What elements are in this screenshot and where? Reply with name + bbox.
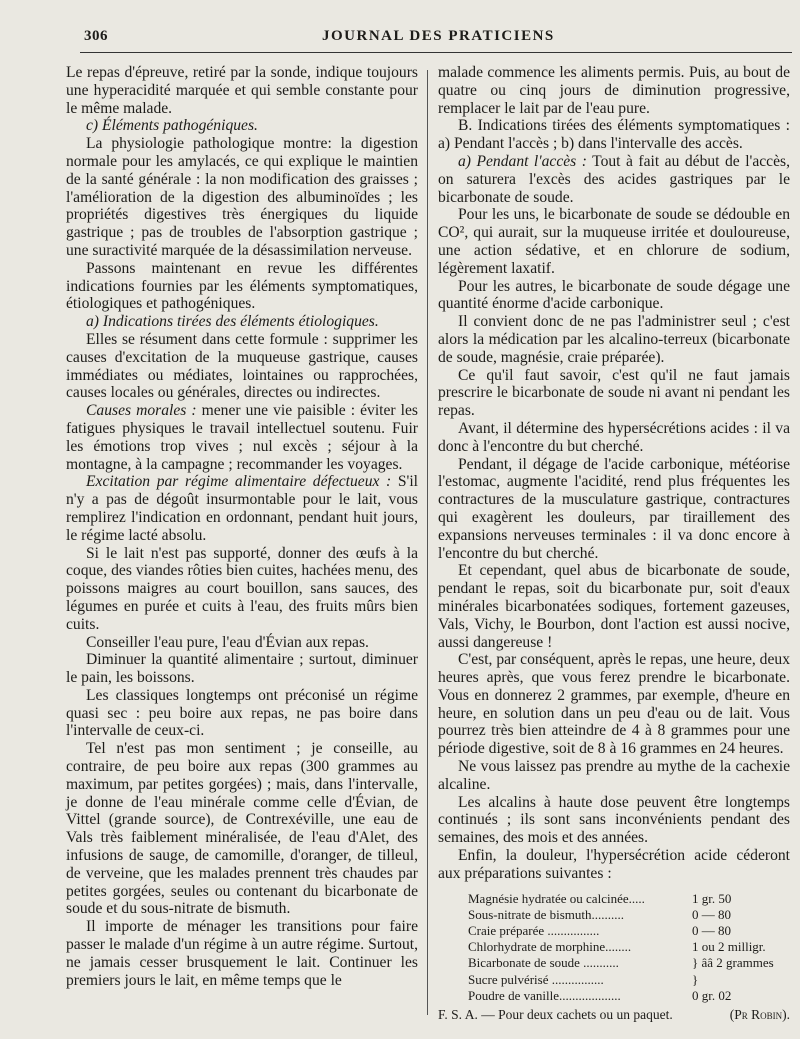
paragraph: Causes morales : mener une vie paisible : éviter les fatigues physiques le travail intellectuel soutenu. Fuir les émotions trop vives ; nul excès ; séjour à la montagne, à la campagne ; recommander les voyages. [66, 402, 418, 473]
formula-row [438, 891, 790, 907]
journal-title: JOURNAL DES PRATICIENS [322, 28, 555, 44]
ingredient-name: Magnésie hydratée ou calcinée..... [468, 890, 645, 906]
formula-row [438, 923, 790, 939]
formula-instructions: F. S. A. — Pour deux cachets ou un paquet. [438, 1007, 673, 1023]
paragraph: Pour les autres, le bicarbonate de soude dégage une quantité énorme d'acide carbonique. [438, 277, 790, 313]
paragraph: C'est, par conséquent, après le repas, une heure, deux heures après, que vous ferez prendre le bicarbonate. Vous en donnerez 2 grammes, par exemple, d'heure en heure, en solution dans un peu d'eau ou de lait. Vous pourrez très bien atteindre de 4 à 8 grammes pour une période digestive, soit de 8 à 16 grammes en 24 heures. [438, 651, 790, 758]
paragraph: Pendant, il dégage de l'acide carbonique, météorise l'estomac, augmente l'acidité, rend plus fréquentes les contractures de la musculature gastrique, contractures qui exagèrent les douleurs, par tiraillement des expansions nerveuses terminales : il va donc encore à l'encontre du but cherché. [438, 455, 790, 562]
paragraph: Il importe de ménager les transitions pour faire passer le malade d'un régime à un autre régime. Surtout, ne jamais cesser brusquement le lait. Continuer les premiers jours le lait, en même temps que le [66, 918, 418, 989]
paragraph: Passons maintenant en revue les différentes indications fournies par les éléments symptomatiques, étiologiques et pathogéniques. [66, 259, 418, 313]
ingredient-name: Poudre de vanille................... [468, 987, 621, 1003]
ingredient-name: Bicarbonate de soude ........... [468, 955, 619, 971]
prescription-formula [438, 891, 790, 1024]
paragraph: Conseiller l'eau pure, l'eau d'Évian aux repas. [86, 633, 369, 651]
ingredient-name: Sucre pulvérisé ................ [468, 971, 604, 987]
paragraph: a) Pendant l'accès : Tout à fait au début de l'accès, on saturera l'excès des acides gastriques par le bicarbonate de soude. [438, 152, 790, 206]
formula-author: (Pr Robin). [729, 1007, 790, 1023]
paragraph: Tel n'est pas mon sentiment ; je conseille, au contraire, de peu boire aux repas (300 grammes au maximum, par petites gorgées) ; mais, dans l'intervalle, je donne de l'eau minérale comme celle d'Évian, de Vittel (grande source), de Contrexéville, une eau de Vals très faiblement minéralisée, de l'eau d'Alet, des infusions de sauge, de camomille, d'oranger, de tilleul, de verveine, que les malades prennent très chaudes par petites gorgées, seules ou contenant du bicarbonate de soude et du sous-nitrate de bismuth. [66, 740, 418, 918]
paragraph: Elles se résument dans cette formule : supprimer les causes d'excitation de la muqueuse gastrique, causes immédiates ou médiates, lointaines ou rapprochées, causes locales ou générales, directes ou indirectes. [66, 330, 418, 402]
ingredient-quantity: 0 gr. 02 [692, 987, 732, 1003]
paragraph: Et cependant, quel abus de bicarbonate de soude, pendant le repas, soit du bicarbonate pur, soit d'eaux minérales bicarbonatées sodiques, fortement gazeuses, Vals, Vichy, le Bourbon, dont l'action est aussi nocive, aussi dangereuse ! [438, 562, 790, 651]
page-header [84, 28, 786, 52]
paragraph: Ne vous laissez pas prendre au mythe de la cachexie alcaline. [438, 758, 790, 793]
formula-signature [438, 1007, 790, 1023]
paragraph: Pour les uns, le bicarbonate de soude se dédouble en CO², qui aurait, sur la muqueuse irritée et douloureuse, une action sédative, et en chlorure de sodium, légèrement laxatif. [438, 206, 790, 277]
paragraph: La physiologie pathologique montre: la digestion normale pour les amylacés, ce qui explique le maintien de la santé générale : la non modification des graisses ; l'amélioration de la digestion des albuminoïdes ; les propriétés digestives très énergiques du liquide gastrique ; pas de troubles de l'absorption gastrique ; une suractivité marquée de la désassimilation nerveuse. [66, 135, 418, 259]
ingredient-name: Sous-nitrate de bismuth.......... [468, 906, 624, 922]
section-heading: c) Éléments pathogéniques. [86, 117, 258, 135]
ingredient-quantity: } [692, 971, 699, 987]
page-number: 306 [84, 28, 108, 44]
header-rule [80, 52, 792, 53]
formula-row [438, 988, 790, 1004]
paragraph: Excitation par régime alimentaire défectueux : S'il n'y a pas de dégoût insurmontable pour le lait, vous remplirez l'indication en ordonnant, pendant huit jours, le régime lacté absolu. [66, 473, 419, 544]
paragraph: Avant, il détermine des hypersécrétions acides : il va donc à l'encontre du but cherché. [438, 419, 790, 455]
ingredient-quantity: 0 — 80 [692, 906, 731, 922]
section-heading: B. Indications tirées des éléments symptomatiques : a) Pendant l'accès ; b) dans l'intervalle des accès. [438, 117, 790, 153]
left-column [66, 64, 418, 989]
formula-row [438, 972, 790, 988]
paragraph: Si le lait n'est pas supporté, donner des œufs à la coque, des viandes rôties bien cuites, hachées menu, des poissons maigres au court bouillon, sans sauces, des légumes en purée et cuits à l'eau, des fruits mûrs bien cuits. [66, 544, 418, 633]
formula-row [438, 939, 790, 955]
paragraph: Diminuer la quantité alimentaire ; surtout, diminuer le pain, les boissons. [66, 651, 418, 687]
section-heading: a) Indications tirées des éléments étiologiques. [86, 313, 379, 331]
formula-row [438, 907, 790, 923]
ingredient-quantity: 0 — 80 [692, 923, 731, 939]
ingredient-quantity: 1 gr. 50 [692, 890, 732, 906]
paragraph: Ce qu'il faut savoir, c'est qu'il ne faut jamais prescrire le bicarbonate de soude ni avant ni pendant les repas. [438, 366, 790, 420]
ingredient-quantity: } ââ 2 grammes [692, 955, 774, 971]
column-divider [427, 70, 428, 1015]
paragraph: Les classiques longtemps ont préconisé un régime quasi sec : peu boire aux repas, ne pas boire dans l'intervalle de ceux-ci. [66, 686, 418, 740]
ingredient-name: Craie préparée ................ [468, 923, 600, 939]
paragraph: malade commence les aliments permis. Puis, au bout de quatre ou cinq jours de diminution progressive, remplacer le lait par de l'eau pure. [438, 64, 790, 117]
paragraph: Il convient donc de ne pas l'administrer seul ; c'est alors la médication par les alcalino-terreux (bicarbonate de soude, magnésie, craie préparée). [438, 313, 790, 366]
right-column [438, 64, 790, 1023]
paragraph: Les alcalins à haute dose peuvent être longtemps continués ; ils sont sans inconvénients pendant des semaines, des mois et des années. [438, 793, 790, 847]
paragraph: Enfin, la douleur, l'hypersécrétion acide céderont aux préparations suivantes : [438, 847, 790, 882]
formula-row [438, 955, 790, 971]
ingredient-quantity: 1 ou 2 milligr. [692, 939, 766, 955]
ingredient-name: Chlorhydrate de morphine........ [468, 939, 632, 955]
paragraph: Le repas d'épreuve, retiré par la sonde, indique toujours une hyperacidité marquée et qui semble constante pour le même malade. [66, 64, 418, 117]
